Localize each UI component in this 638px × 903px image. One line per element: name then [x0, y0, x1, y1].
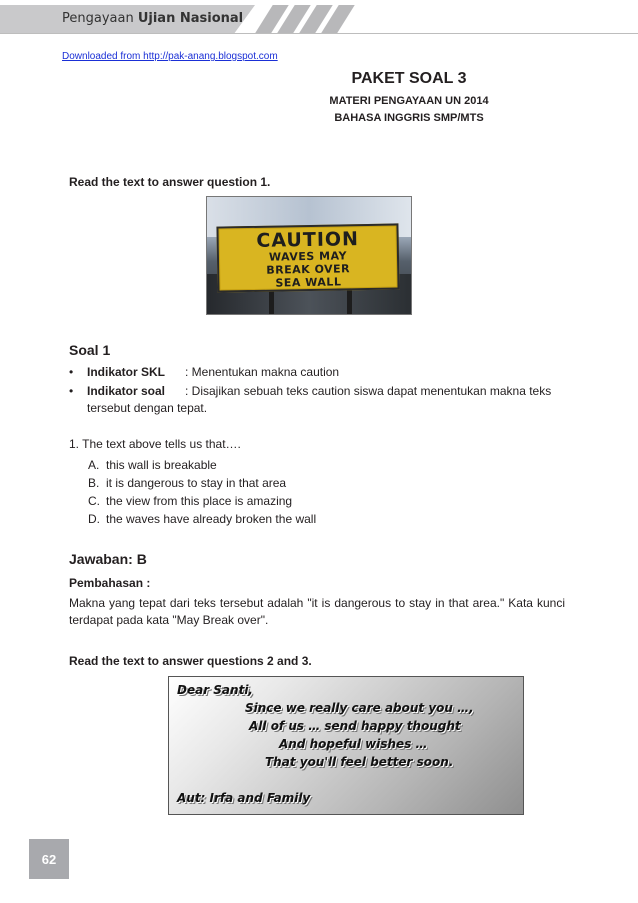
option-text: the waves have already broken the wall	[106, 512, 317, 526]
card-line-3: All of us … send happy thought	[249, 719, 461, 733]
sign-line-caution: CAUTION	[256, 228, 360, 252]
option-letter: C.	[88, 494, 100, 508]
option-c	[88, 494, 292, 508]
greeting-card	[168, 676, 524, 815]
page-number: 62	[29, 839, 69, 879]
option-text: the view from this place is amazing	[106, 494, 293, 508]
pembahasan-text: Makna yang tepat dari teks tersebut adalah "it is dangerous to stay in that area." Kata kunci terdapat pada kata "May Break over".	[69, 596, 565, 627]
indikator-soal-value: : Disajikan sebuah teks caution siswa dapat menentukan makna teks	[185, 384, 552, 398]
card-line-5: That you'll feel better soon.	[265, 755, 454, 769]
subtitle-line-1: MATERI PENGAYAAN UN 2014	[329, 95, 489, 107]
indikator-soal-row	[69, 383, 569, 419]
intro-question-2-3: Read the text to answer questions 2 and 3.	[69, 654, 312, 668]
sign-post	[347, 288, 352, 314]
option-letter: B.	[88, 476, 100, 490]
option-text: this wall is breakable	[106, 458, 217, 472]
answer-heading: Jawaban: B	[69, 551, 147, 567]
header-title	[62, 11, 243, 26]
download-link[interactable]: Downloaded from http://pak-anang.blogspot.com	[62, 51, 278, 62]
option-letter: D.	[88, 512, 100, 526]
sign-line-4: SEA WALL	[275, 275, 342, 290]
page-subtitle	[0, 93, 638, 127]
sign-line-3: BREAK OVER	[266, 262, 351, 277]
subtitle-line-2: BAHASA INGGRIS SMP/MTS	[334, 112, 484, 124]
card-line-2: Since we really care about you …,	[245, 701, 474, 715]
option-b	[88, 476, 286, 490]
header-bold: Ujian Nasional	[137, 11, 244, 26]
page-title	[0, 70, 638, 88]
option-d	[88, 512, 316, 526]
sign-post	[269, 288, 274, 314]
header-divider	[0, 33, 638, 34]
indikator-skl-value: : Menentukan makna caution	[185, 365, 340, 379]
bullet: •	[69, 365, 74, 379]
question-1: 1. The text above tells us that….	[69, 437, 241, 451]
page-header	[0, 0, 638, 34]
caution-sign	[216, 223, 399, 292]
indikator-soal-value-cont: tersebut dengan tepat.	[87, 401, 208, 415]
indikator-skl-label: Indikator SKL	[87, 365, 166, 379]
soal-title: Soal 1	[69, 342, 111, 358]
option-text: it is dangerous to stay in that area	[106, 476, 287, 490]
paket-title: PAKET SOAL 3	[351, 70, 467, 87]
intro-question-1: Read the text to answer question 1.	[69, 175, 271, 189]
option-a	[88, 458, 217, 472]
option-letter: A.	[88, 458, 100, 472]
card-line-4: And hopeful wishes …	[279, 737, 428, 751]
card-line-1: Dear Santi,	[177, 683, 253, 697]
bullet: •	[69, 384, 74, 398]
header-prefix: Pengayaan	[62, 11, 134, 26]
header-stripes	[250, 5, 350, 35]
pembahasan-label: Pembahasan :	[69, 576, 151, 590]
caution-sign-photo	[206, 196, 412, 315]
card-line-6: Aut: Irfa and Family	[177, 791, 311, 805]
indikator-soal-label: Indikator soal	[87, 384, 166, 398]
sign-line-2: WAVES MAY	[268, 249, 348, 264]
